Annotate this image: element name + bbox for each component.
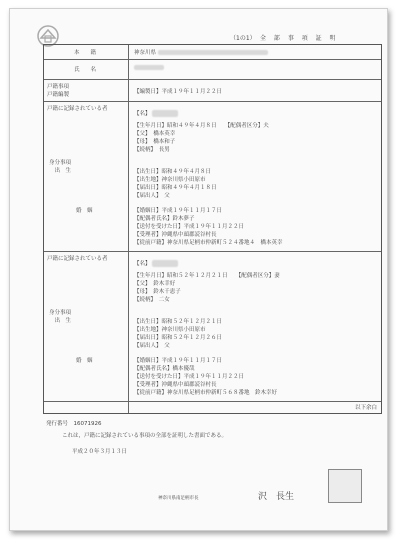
person2-spouse: 【配偶者氏名】橋本優哉: [134, 366, 195, 372]
koseki-event-label: 戸籍事項 戸籍編製: [47, 84, 70, 98]
person2-father: 【父】 鈴木幸好: [134, 281, 176, 287]
family-name-value: [134, 65, 164, 71]
certificate-title: 全 部 事 項 証 明: [260, 35, 339, 42]
person2-marriage-label: 婚 姻: [76, 358, 93, 364]
page-number: （1の1）: [230, 35, 256, 42]
family-name-row: [44, 59, 381, 80]
person1-name: 【名】: [134, 109, 178, 117]
honseki-value: 神奈川県: [134, 48, 268, 56]
mayor-name: 沢 長生: [258, 492, 295, 502]
person1-birth: 【生年月日】昭和４９年４月８日 【配偶者区分】夫: [134, 123, 269, 129]
person1-former-koseki: 【従前戸籍】神奈川県足柄市仲新町５２４番地４ 橋本英幸: [134, 240, 283, 246]
person2-name: 【名】: [134, 259, 178, 267]
person1-office: 【受理者】沖縄県中頭郡読谷村長: [134, 232, 217, 238]
person-record-husband: [44, 101, 381, 252]
person2-reporter: 【届出人】 父: [134, 343, 170, 349]
person1-reporter: 【届出人】 父: [134, 193, 170, 199]
koseki-table: [43, 44, 382, 414]
koseki-creation-date: 【編製日】平成１９年１１月２２日: [134, 89, 223, 95]
person1-marriage-label: 婚 姻: [76, 208, 93, 214]
mayor-title: 神奈川県南足柄市長: [158, 496, 199, 501]
person2-label: 戸籍に記録されている者: [47, 256, 108, 262]
person2-mother: 【母】 鈴木千恵子: [134, 289, 181, 295]
honseki-label: 本 籍: [74, 50, 97, 56]
person1-report-date: 【届出日】昭和４９年４月１８日: [134, 185, 217, 191]
person2-received: 【送付を受けた日】平成１９年１１月２２日: [134, 374, 245, 380]
koseki-event-row: [44, 79, 381, 102]
end-of-record-mark: 以下余白: [354, 405, 377, 411]
person1-birth-place: 【出生地】神奈川県小田原市: [134, 177, 206, 183]
person2-birth-date: 【出生日】昭和５２年１２月２１日: [134, 319, 223, 325]
person-record-wife: [44, 251, 381, 402]
person1-mother: 【母】 橋本和子: [134, 139, 176, 145]
person1-birth-date: 【出生日】昭和４９年４月８日: [134, 169, 212, 175]
official-seal-stamp: [328, 469, 362, 503]
family-name-label: 氏 名: [74, 67, 97, 73]
certification-text: これは，戸籍に記録されている事項の全部を証明した書面である。: [62, 433, 228, 439]
person2-former-koseki: 【従前戸籍】神奈川県足柄市仲新町５６８番地 鈴木幸好: [134, 390, 278, 396]
person1-received: 【送付を受けた日】平成１９年１１月２２日: [134, 224, 245, 230]
person1-marriage-date: 【婚姻日】平成１９年１１月１７日: [134, 208, 223, 214]
person2-report-date: 【届出日】昭和５２年１２月２６日: [134, 335, 223, 341]
person1-spouse: 【配偶者氏名】鈴木夢子: [134, 216, 195, 222]
person1-relation: 【続柄】 長男: [134, 147, 170, 153]
person1-label: 戸籍に記録されている者: [47, 106, 108, 112]
person2-birth-place: 【出生地】神奈川県小田原市: [134, 327, 206, 333]
honseki-row: [44, 45, 381, 60]
person2-marriage-date: 【婚姻日】平成１９年１１月１７日: [134, 358, 223, 364]
certificate-paper: [9, 8, 388, 531]
person2-office: 【受理者】沖縄県中頭郡読谷村長: [134, 382, 217, 388]
person2-birth: 【生年月日】昭和５２年１２月２１日 【配偶者区分】妻: [134, 273, 280, 279]
person2-status-label: 身分事項 出 生: [49, 310, 72, 324]
person1-status-label: 身分事項 出 生: [49, 160, 72, 174]
person1-father: 【父】 橋本英幸: [134, 131, 176, 137]
issue-number: 発行番号 16071926: [46, 421, 102, 427]
issue-date: 平成２０年３月１３日: [72, 449, 128, 455]
person2-relation: 【続柄】 二女: [134, 297, 170, 303]
